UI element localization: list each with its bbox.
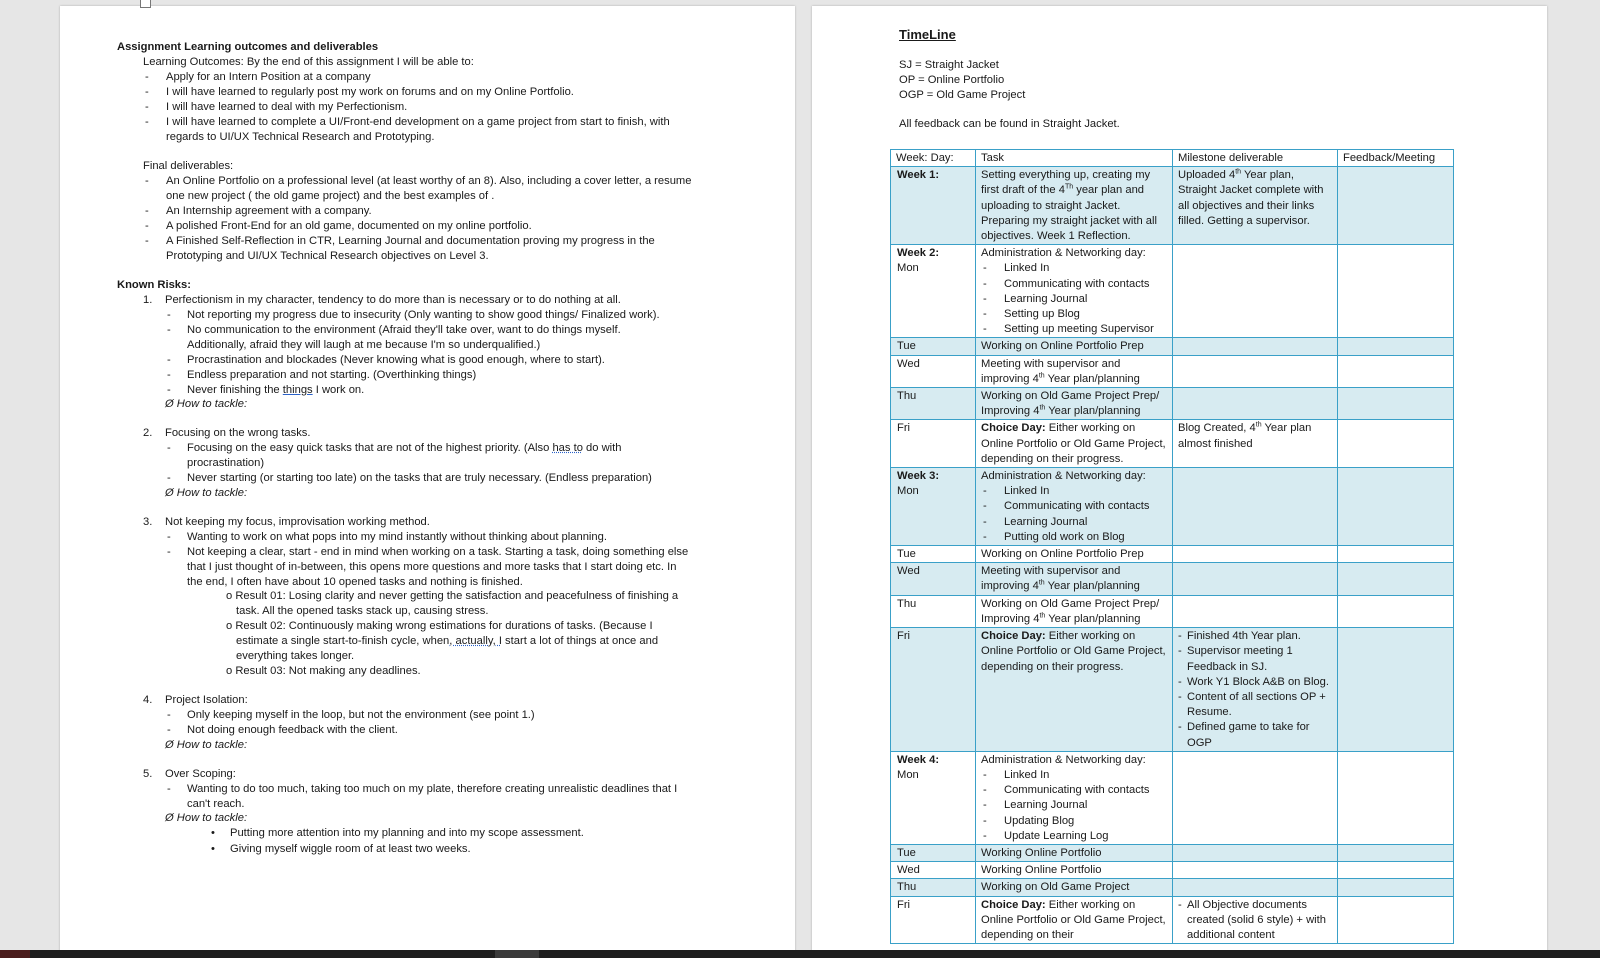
risk-dash: - bbox=[167, 472, 171, 484]
risk-item: Not doing enough feedback with the client. bbox=[187, 724, 398, 736]
feedback-cell[interactable] bbox=[1338, 563, 1454, 595]
bullet-dot: • bbox=[211, 843, 215, 855]
risk-number: 3. bbox=[143, 516, 153, 528]
feedback-cell[interactable] bbox=[1338, 245, 1454, 338]
milestone-cell[interactable] bbox=[1173, 595, 1338, 627]
outcome-item: I will have learned to complete a UI/Front-end development on a game project from start to finish, with bbox=[166, 116, 670, 128]
milestone-text: Year plan, Straight Jacket complete with all objectives and their links filled. Getting a supervisor. bbox=[1178, 169, 1324, 227]
task-cell[interactable]: Working on Online Portfolio Prep bbox=[976, 338, 1173, 355]
week-label: Week 3: bbox=[897, 470, 940, 483]
risk-item: No communication to the environment (Afraid they'll take over, want to do things myself. bbox=[187, 324, 621, 336]
outcomes-intro: Learning Outcomes: By the end of this assignment I will be able to: bbox=[143, 56, 474, 68]
result-item-continued: task. All the opened tasks stack up, causing stress. bbox=[236, 605, 489, 617]
task-cell[interactable] bbox=[976, 468, 1173, 546]
header-week-day: Week: Day: bbox=[891, 150, 976, 167]
milestone-cell[interactable] bbox=[1173, 338, 1338, 355]
how-to-tackle: Ø How to tackle: bbox=[165, 487, 248, 499]
admin-item: - Update Learning Log bbox=[981, 829, 1167, 844]
risk-item bbox=[187, 383, 364, 398]
deliverables-intro: Final deliverables: bbox=[143, 160, 234, 172]
outcome-item-continued: regards to UI/UX Technical Research and Prototyping. bbox=[166, 131, 435, 143]
milestone-item: - Work Y1 Block A&B on Blog. bbox=[1178, 675, 1332, 690]
admin-item: - Putting old work on Blog bbox=[981, 530, 1167, 545]
superscript: th bbox=[1235, 168, 1242, 176]
milestone-cell[interactable] bbox=[1173, 862, 1338, 879]
task-cell[interactable] bbox=[976, 563, 1173, 595]
day-label: Fri bbox=[891, 896, 976, 944]
risk-item-continued: the end, I often have about 10 opened tasks and nothing is finished. bbox=[187, 576, 523, 588]
feedback-cell[interactable] bbox=[1338, 595, 1454, 627]
day-label: Tue bbox=[891, 546, 976, 563]
feedback-cell[interactable] bbox=[1338, 546, 1454, 563]
table-row bbox=[891, 628, 1454, 752]
table-row bbox=[891, 751, 1454, 844]
day-cell bbox=[891, 751, 976, 844]
outcome-dash: - bbox=[145, 71, 149, 83]
result-item: o Result 03: Not making any deadlines. bbox=[226, 665, 421, 677]
tackle-bullet: Putting more attention into my planning and into my scope assessment. bbox=[230, 827, 584, 839]
header-feedback: Feedback/Meeting bbox=[1338, 150, 1454, 167]
milestone-cell[interactable] bbox=[1173, 420, 1338, 468]
known-risks-heading: Known Risks: bbox=[117, 279, 191, 291]
task-cell[interactable] bbox=[976, 628, 1173, 752]
feedback-cell[interactable] bbox=[1338, 338, 1454, 355]
risk-number: 1. bbox=[143, 294, 153, 306]
day-label: Thu bbox=[891, 595, 976, 627]
choice-day-label: Choice Day: bbox=[981, 630, 1046, 643]
feedback-cell[interactable] bbox=[1338, 862, 1454, 879]
abbreviation: SJ = Straight Jacket bbox=[899, 59, 999, 71]
outcome-item: Apply for an Intern Position at a company bbox=[166, 71, 371, 83]
document-page-left[interactable] bbox=[60, 6, 795, 952]
milestone-cell[interactable] bbox=[1173, 751, 1338, 844]
milestone-cell[interactable] bbox=[1173, 245, 1338, 338]
task-text: year plan and uploading to straight Jacket. Preparing my straight jacket with all objectives. Week 1 Reflection. bbox=[981, 184, 1157, 243]
deliverable-dash: - bbox=[145, 205, 149, 217]
day-label: Mon bbox=[897, 485, 919, 498]
how-to-tackle: Ø How to tackle: bbox=[165, 812, 248, 824]
task-text: Working on Old Game Project Prep/ Improving 4 bbox=[981, 597, 1160, 625]
week-label: Week 1: bbox=[891, 167, 976, 245]
risk-item-continued: Additionally, afraid they will laugh at me because I'm so underqualified.) bbox=[187, 339, 541, 351]
risk-dash: - bbox=[167, 531, 171, 543]
day-cell bbox=[891, 245, 976, 338]
horizontal-scrollbar[interactable] bbox=[0, 950, 1600, 958]
milestone-cell[interactable] bbox=[1173, 563, 1338, 595]
risk-dash: - bbox=[167, 724, 171, 736]
risk-dash: - bbox=[167, 369, 171, 381]
task-text: Either working on Online Portfolio or Old Game Project, depending on their bbox=[981, 898, 1166, 941]
table-row bbox=[891, 468, 1454, 546]
milestone-item: - Finished 4th Year plan. bbox=[1178, 629, 1332, 644]
risk-item: Endless preparation and not starting. (Overthinking things) bbox=[187, 369, 477, 381]
admin-item: - Communicating with contacts bbox=[981, 277, 1167, 292]
risk-item-continued: can't reach. bbox=[187, 798, 245, 810]
grammar-flag-things[interactable]: things bbox=[282, 384, 313, 396]
day-label: Wed bbox=[891, 563, 976, 595]
milestone-cell[interactable] bbox=[1173, 896, 1338, 944]
task-cell[interactable] bbox=[976, 420, 1173, 468]
admin-heading: Administration & Networking day: bbox=[981, 247, 1146, 260]
table-row bbox=[891, 844, 1454, 861]
feedback-cell[interactable] bbox=[1338, 355, 1454, 387]
admin-item: - Linked In bbox=[981, 261, 1167, 276]
feedback-cell[interactable] bbox=[1338, 167, 1454, 245]
milestone-cell[interactable] bbox=[1173, 388, 1338, 420]
superscript: th bbox=[1039, 612, 1046, 620]
risk-number: 5. bbox=[143, 768, 153, 780]
risk-item-text: Never finishing the bbox=[187, 384, 283, 396]
risk-title: Over Scoping: bbox=[165, 768, 236, 780]
task-cell[interactable] bbox=[976, 595, 1173, 627]
task-text: Year plan/planning bbox=[1045, 612, 1141, 625]
task-cell[interactable] bbox=[976, 245, 1173, 338]
risk-title: Project Isolation: bbox=[165, 694, 248, 706]
day-label: Fri bbox=[891, 628, 976, 752]
risk-number: 2. bbox=[143, 427, 153, 439]
table-row bbox=[891, 388, 1454, 420]
document-page-right[interactable] bbox=[812, 6, 1547, 952]
risk-dash: - bbox=[167, 709, 171, 721]
risk-item bbox=[187, 441, 622, 456]
risk-title: Perfectionism in my character, tendency to do more than is necessary or to do nothing at all. bbox=[165, 294, 621, 306]
superscript: th bbox=[1255, 421, 1262, 429]
day-label: Thu bbox=[891, 388, 976, 420]
risk-dash: - bbox=[167, 324, 171, 336]
milestone-item: - Defined game to take for OGP bbox=[1178, 720, 1332, 750]
feedback-cell[interactable] bbox=[1338, 628, 1454, 752]
deliverable-item: An Internship agreement with a company. bbox=[166, 205, 372, 217]
risk-item: Wanting to do too much, taking too much on my plate, therefore creating unrealistic deadlines that I bbox=[187, 783, 678, 795]
risk-item: Not keeping a clear, start - end in mind when working on a task. Starting a task, doing something else bbox=[187, 546, 689, 558]
risk-title: Not keeping my focus, improvisation working method. bbox=[165, 516, 430, 528]
feedback-cell[interactable] bbox=[1338, 420, 1454, 468]
deliverable-item: A Finished Self-Reflection in CTR, Learning Journal and documentation proving my progress in the bbox=[166, 235, 655, 247]
feedback-cell[interactable] bbox=[1338, 468, 1454, 546]
abbreviation: OP = Online Portfolio bbox=[899, 74, 1005, 86]
task-cell[interactable] bbox=[976, 167, 1173, 245]
task-text: Year plan/planning bbox=[1044, 372, 1140, 385]
task-cell[interactable] bbox=[976, 896, 1173, 944]
superscript: th bbox=[1038, 372, 1045, 380]
milestone-cell[interactable] bbox=[1173, 167, 1338, 245]
task-cell[interactable]: Working Online Portfolio bbox=[976, 844, 1173, 861]
risk-item-continued: that I just thought of in-between, this opens more questions and more tasks that I start doing etc. In bbox=[187, 561, 677, 573]
timeline-table[interactable] bbox=[890, 149, 1454, 944]
day-label: Mon bbox=[897, 262, 919, 275]
risk-dash: - bbox=[167, 384, 171, 396]
milestone-item: - Content of all sections OP + Resume. bbox=[1178, 690, 1332, 720]
day-label: Wed bbox=[891, 862, 976, 879]
bullet-dot: • bbox=[211, 827, 215, 839]
admin-heading: Administration & Networking day: bbox=[981, 470, 1146, 483]
deliverable-item: An Online Portfolio on a professional level (at least worthy of an 8). Also, including a cover letter, a resume bbox=[166, 175, 692, 187]
header-milestone: Milestone deliverable bbox=[1173, 150, 1338, 167]
risk-dash: - bbox=[167, 546, 171, 558]
risk-dash: - bbox=[167, 783, 171, 795]
feedback-cell[interactable] bbox=[1338, 751, 1454, 844]
risk-item: Only keeping myself in the loop, but not the environment (see point 1.) bbox=[187, 709, 535, 721]
day-cell bbox=[891, 468, 976, 546]
task-text: Working on Old Game Project Prep/ Improving 4 bbox=[981, 390, 1160, 418]
result-text: start a lot of things at once and bbox=[501, 635, 659, 647]
task-cell[interactable] bbox=[976, 388, 1173, 420]
admin-item: - Setting up meeting Supervisor bbox=[981, 322, 1167, 337]
table-row bbox=[891, 420, 1454, 468]
milestone-text: Blog Created, 4 bbox=[1178, 422, 1256, 435]
timeline-title: TimeLine bbox=[899, 27, 956, 42]
outcome-item: I will have learned to deal with my Perfectionism. bbox=[166, 101, 408, 113]
risk-item-text: I work on. bbox=[312, 384, 365, 396]
task-text: Either working on Online Portfolio or Old Game Project, depending on their progress. bbox=[981, 422, 1166, 465]
how-to-tackle: Ø How to tackle: bbox=[165, 739, 248, 751]
task-text: Year plan/planning bbox=[1045, 405, 1141, 418]
deliverable-item-continued: Prototyping and UI/UX Technical Research objectives on Level 3. bbox=[166, 250, 489, 262]
risk-dash: - bbox=[167, 309, 171, 321]
risk-title: Focusing on the wrong tasks. bbox=[165, 427, 311, 439]
table-row bbox=[891, 245, 1454, 338]
milestone-item: - Supervisor meeting 1 Feedback in SJ. bbox=[1178, 644, 1332, 674]
week-label: Week 4: bbox=[897, 753, 940, 766]
risk-item-text: do with bbox=[582, 442, 622, 454]
task-cell[interactable]: Working on Old Game Project bbox=[976, 879, 1173, 896]
task-text: Meeting with supervisor and improving 4 bbox=[981, 357, 1121, 385]
admin-item: - Communicating with contacts bbox=[981, 783, 1167, 798]
outcome-dash: - bbox=[145, 86, 149, 98]
milestone-cell[interactable] bbox=[1173, 628, 1338, 752]
tackle-bullet: Giving myself wiggle room of at least two weeks. bbox=[230, 843, 471, 855]
risk-item-text: Focusing on the easy quick tasks that are not of the highest priority. (Also bbox=[187, 442, 553, 454]
superscript: th bbox=[1039, 404, 1046, 412]
admin-item: - Communicating with contacts bbox=[981, 499, 1167, 514]
task-cell[interactable]: Working on Online Portfolio Prep bbox=[976, 546, 1173, 563]
milestone-cell[interactable] bbox=[1173, 355, 1338, 387]
outcome-dash: - bbox=[145, 101, 149, 113]
day-label: Mon bbox=[897, 768, 919, 781]
admin-item: - Learning Journal bbox=[981, 292, 1167, 307]
milestone-cell[interactable] bbox=[1173, 546, 1338, 563]
risk-dash: - bbox=[167, 442, 171, 454]
result-item-continued: everything takes longer. bbox=[236, 650, 355, 662]
grammar-flag-has-to[interactable]: has to bbox=[552, 442, 583, 454]
admin-item: - Linked In bbox=[981, 484, 1167, 499]
task-cell[interactable] bbox=[976, 355, 1173, 387]
superscript: Th bbox=[1064, 183, 1074, 191]
admin-item: - Updating Blog bbox=[981, 814, 1167, 829]
table-row bbox=[891, 355, 1454, 387]
table-row bbox=[891, 896, 1454, 944]
deliverable-item: A polished Front-End for an old game, documented on my online portfolio. bbox=[166, 220, 532, 232]
deliverable-item-continued: one new project ( the old game project) and the best examples of . bbox=[166, 190, 495, 202]
outcome-item: I will have learned to regularly post my work on forums and on my Online Portfolio. bbox=[166, 86, 574, 98]
task-text: Either working on Online Portfolio or Old Game Project, depending on their progress. bbox=[981, 630, 1166, 673]
result-item: o Result 01: Losing clarity and never getting the satisfaction and peacefulness of finishing a bbox=[226, 590, 679, 602]
taskbar-edge bbox=[0, 950, 30, 958]
scrollbar-thumb[interactable] bbox=[495, 950, 539, 958]
milestone-cell[interactable] bbox=[1173, 844, 1338, 861]
task-text: Meeting with supervisor and improving 4 bbox=[981, 565, 1121, 593]
result-item: o Result 02: Continuously making wrong estimations for durations of tasks. (Because I bbox=[226, 620, 653, 632]
task-text: Year plan/planning bbox=[1044, 580, 1140, 593]
task-text: Setting everything up, creating my first draft of the 4 bbox=[981, 169, 1151, 197]
choice-day-label: Choice Day: bbox=[981, 898, 1046, 911]
risk-item: Not reporting my progress due to insecurity (Only wanting to show good things/ Finalized work). bbox=[187, 309, 660, 321]
day-label: Wed bbox=[891, 355, 976, 387]
table-row bbox=[891, 595, 1454, 627]
table-header-row bbox=[891, 150, 1454, 167]
day-label: Fri bbox=[891, 420, 976, 468]
feedback-cell[interactable] bbox=[1338, 879, 1454, 896]
admin-heading: Administration & Networking day: bbox=[981, 753, 1146, 766]
feedback-cell[interactable] bbox=[1338, 844, 1454, 861]
text-cursor-marker bbox=[140, 0, 151, 8]
deliverable-dash: - bbox=[145, 220, 149, 232]
milestone-cell[interactable] bbox=[1173, 879, 1338, 896]
admin-item: - Setting up Blog bbox=[981, 307, 1167, 322]
feedback-note: All feedback can be found in Straight Jacket. bbox=[899, 118, 1120, 130]
day-label: Tue bbox=[891, 338, 976, 355]
milestone-cell[interactable] bbox=[1173, 468, 1338, 546]
how-to-tackle: Ø How to tackle: bbox=[165, 398, 248, 410]
result-item-continued bbox=[236, 634, 658, 649]
result-text: estimate a single start-to-finish cycle, when bbox=[236, 635, 450, 647]
admin-item: - Learning Journal bbox=[981, 798, 1167, 813]
outcome-dash: - bbox=[145, 116, 149, 128]
task-cell[interactable]: Working Online Portfolio bbox=[976, 862, 1173, 879]
admin-item: - Linked In bbox=[981, 768, 1167, 783]
table-row bbox=[891, 862, 1454, 879]
day-label: Tue bbox=[891, 844, 976, 861]
milestone-text: Year plan almost finished bbox=[1178, 422, 1312, 450]
risk-dash: - bbox=[167, 354, 171, 366]
table-row bbox=[891, 167, 1454, 245]
table-row bbox=[891, 879, 1454, 896]
week-label: Week 2: bbox=[897, 247, 940, 260]
table-row bbox=[891, 338, 1454, 355]
deliverable-dash: - bbox=[145, 235, 149, 247]
grammar-flag-actually[interactable]: , actually, I bbox=[449, 635, 502, 647]
admin-item: - Learning Journal bbox=[981, 515, 1167, 530]
milestone-item: - All Objective documents created (solid 6 style) + with additional content bbox=[1178, 898, 1332, 944]
milestone-text: Uploaded 4 bbox=[1178, 169, 1236, 182]
risk-item: Procrastination and blockades (Never knowing what is good enough, where to start). bbox=[187, 354, 605, 366]
superscript: th bbox=[1038, 579, 1045, 587]
table-row bbox=[891, 546, 1454, 563]
risk-item: Wanting to work on what pops into my mind instantly without thinking about planning. bbox=[187, 531, 607, 543]
day-label: Thu bbox=[891, 879, 976, 896]
heading-learning-outcomes: Assignment Learning outcomes and deliverables bbox=[117, 41, 379, 53]
header-task: Task bbox=[976, 150, 1173, 167]
risk-number: 4. bbox=[143, 694, 153, 706]
table-row bbox=[891, 563, 1454, 595]
feedback-cell[interactable] bbox=[1338, 388, 1454, 420]
abbreviation: OGP = Old Game Project bbox=[899, 89, 1026, 101]
risk-item-continued: procrastination) bbox=[187, 457, 265, 469]
deliverable-dash: - bbox=[145, 175, 149, 187]
feedback-cell[interactable] bbox=[1338, 896, 1454, 944]
choice-day-label: Choice Day: bbox=[981, 422, 1046, 435]
risk-item: Never starting (or starting too late) on the tasks that are truly necessary. (Endless preparation) bbox=[187, 472, 652, 484]
task-cell[interactable] bbox=[976, 751, 1173, 844]
